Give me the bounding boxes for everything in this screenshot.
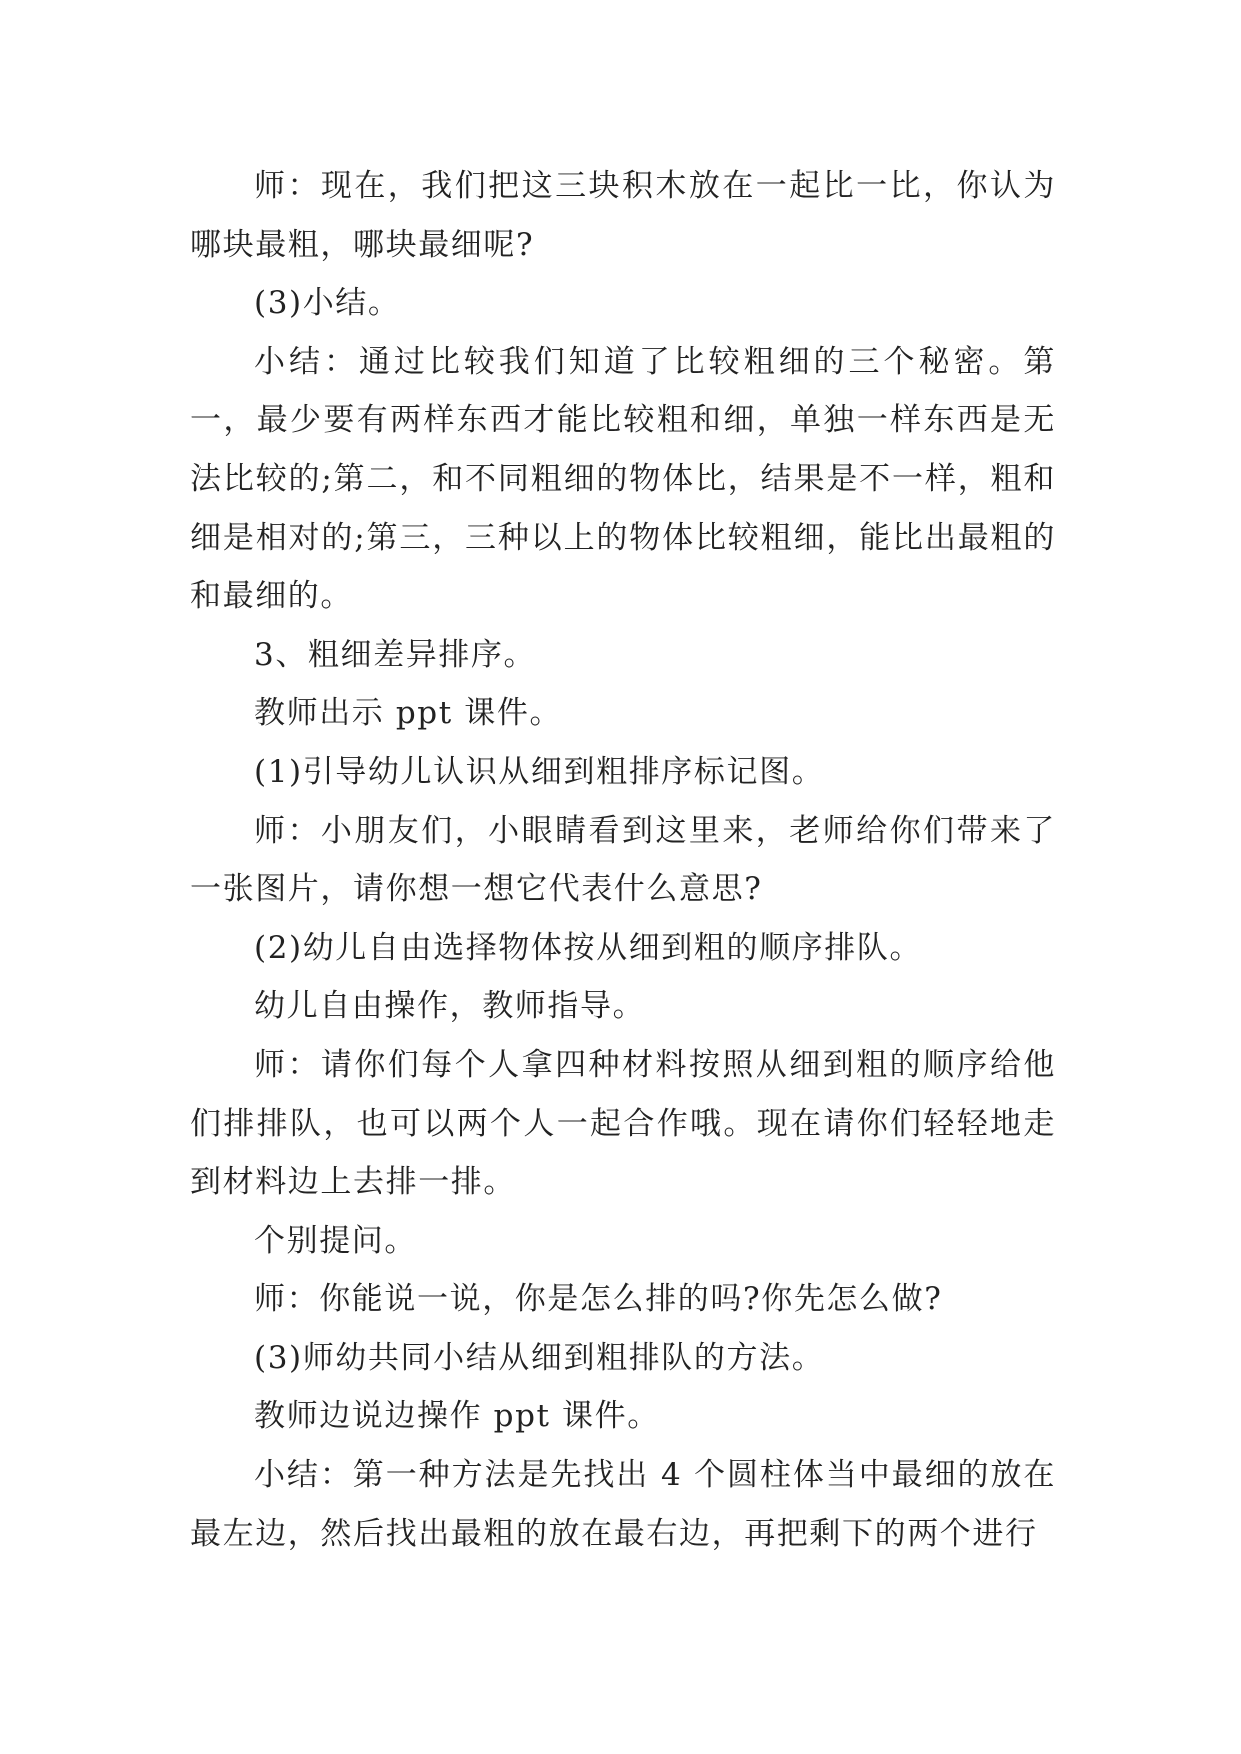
- document-body: [190, 157, 1056, 1563]
- paragraph-teacher-operates-ppt: 教师边说边操作 ppt 课件。: [254, 1398, 660, 1435]
- paragraph-step-1: (1)引导幼儿认识从细到粗排序标记图。: [254, 753, 825, 790]
- paragraph-teacher-shows-ppt: 教师出示 ppt 课件。: [254, 695, 563, 732]
- paragraph-step-3: (3)师幼共同小结从细到粗排队的方法。: [254, 1339, 825, 1376]
- paragraph-individual-question: 个别提问。: [254, 1222, 417, 1259]
- paragraph-summary-first-method: 小结：第一种方法是先找出 4 个圆柱体当中最细的放在最左边，然后找出最粗的放在最右边，再把剩下的两个进行: [190, 1457, 1056, 1552]
- paragraph-summary-three-secrets: 小结：通过比较我们知道了比较粗细的三个秘密。第一，最少要有两样东西才能比较粗和细，单独一样东西是无法比较的;第二，和不同粗细的物体比，结果是不一样，粗和细是相对的;第三，三种以上的物体比较粗细，能比出最粗的和最细的。: [190, 343, 1056, 615]
- paragraph-teacher-compare-blocks: 师：现在，我们把这三块积木放在一起比一比，你认为哪块最粗，哪块最细呢?: [190, 168, 1056, 263]
- paragraph-teacher-ask-how: 师：你能说一说，你是怎么排的吗?你先怎么做?: [254, 1281, 943, 1318]
- paragraph-subheading-summary-3: (3)小结。: [254, 285, 401, 322]
- paragraph-heading-sorting: 3、粗细差异排序。: [254, 636, 537, 673]
- paragraph-free-operation: 幼儿自由操作，教师指导。: [254, 988, 646, 1025]
- paragraph-teacher-picture: 师：小朋友们，小眼睛看到这里来，老师给你们带来了一张图片，请你想一想它代表什么意思?: [190, 812, 1056, 908]
- paragraph-step-2: (2)幼儿自由选择物体按从细到粗的顺序排队。: [254, 929, 923, 966]
- paragraph-teacher-four-materials: 师：请你们每个人拿四种材料按照从细到粗的顺序给他们排排队，也可以两个人一起合作哦。现在请你们轻轻地走到材料边上去排一排。: [190, 1046, 1056, 1201]
